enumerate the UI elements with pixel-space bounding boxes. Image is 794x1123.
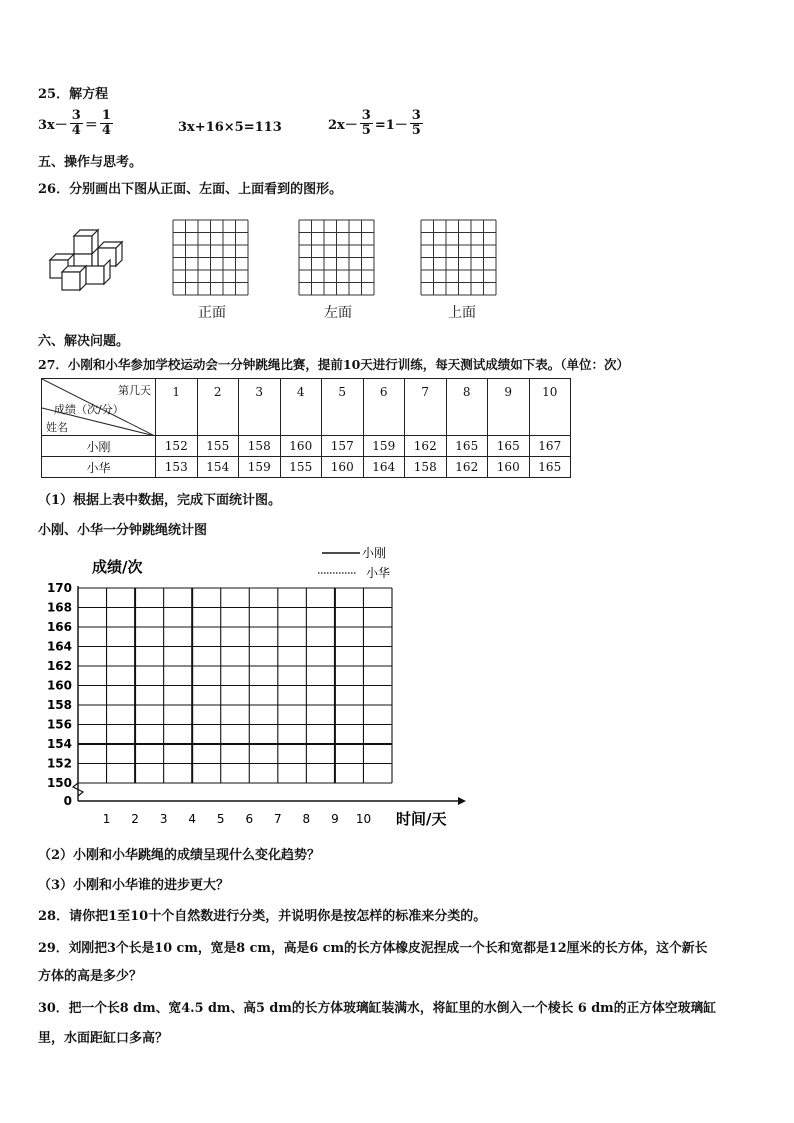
q27-sub3: （3）小刚和小华谁的进步更大？: [38, 878, 230, 893]
section-6-heading: 六、解决问题。: [38, 334, 130, 349]
row-name: 小刚: [42, 436, 156, 457]
training-record-table: [41, 378, 571, 478]
day-header: 9: [488, 379, 530, 436]
y-tick-label: 156: [46, 717, 72, 732]
line-chart[interactable]: [30, 544, 470, 834]
section-5-heading: 五、操作与思考。: [38, 155, 143, 170]
equation-3: 2x－ $\frac{3}{5}$ =1－ $\frac{3}{5}$: [328, 108, 421, 138]
q29-line1: 29．刘刚把3个长是10 cm，宽是8 cm，高是6 cm的长方体橡皮泥捏成一个长和宽都是12厘米的长方体，这个新长: [38, 941, 708, 956]
day-header: 10: [529, 379, 571, 436]
day-header: 3: [239, 379, 281, 436]
q29-line2: 方体的高是多少？: [38, 969, 143, 984]
x-tick-label: 1: [102, 812, 111, 826]
day-header: 1: [156, 379, 198, 436]
y-tick-label: 158: [46, 698, 72, 712]
y-tick-label: 160: [46, 678, 72, 693]
legend-label-xiaohua: 小华: [366, 566, 391, 580]
y-tick-label: 170: [46, 581, 72, 595]
x-tick-label: 8: [302, 812, 311, 826]
q27-title: 27．小刚和小华参加学校运动会一分钟跳绳比赛，提前10天进行训练，每天测试成绩如下表。（单位：次）: [38, 357, 630, 372]
eq1-fraction-b: $\frac{1}{4}$: [101, 108, 111, 138]
day-header: 6: [363, 379, 405, 436]
day-header: 2: [197, 379, 239, 436]
row-name: 小华: [42, 457, 156, 478]
y-tick-label: 152: [46, 756, 72, 771]
chart-x-label: 时间/天: [396, 810, 447, 828]
legend-label-xiaogang: 小刚: [362, 546, 387, 560]
x-tick-label: 7: [273, 812, 282, 826]
eq3-fraction-a: $\frac{3}{5}$: [361, 108, 371, 138]
left-view-grid[interactable]: [298, 219, 376, 301]
cube-stack-figure: [44, 228, 124, 294]
table-corner-header: 第几天 成绩（次/分） 姓名: [42, 379, 156, 436]
x-tick-label: 3: [159, 812, 168, 826]
y-tick-label: 168: [46, 600, 72, 615]
equation-1: 3x－ $\frac{3}{4}$ ＝ $\frac{1}{4}$: [38, 108, 111, 138]
day-header: 5: [322, 379, 364, 436]
eq3-fraction-b: $\frac{3}{5}$: [411, 108, 421, 138]
chart-title: 小刚、小华一分钟跳绳统计图: [38, 523, 208, 538]
table-row: 小华 153 154 159 155 160 164 158 162 160 165: [42, 457, 571, 478]
day-header: 8: [446, 379, 488, 436]
x-tick-label: 6: [245, 812, 254, 826]
q25-title: 25．解方程: [38, 87, 109, 102]
q26-title: 26．分别画出下图从正面、左面、上面看到的图形。: [38, 182, 343, 197]
left-view-label: 左面: [324, 305, 352, 321]
day-header: 4: [280, 379, 322, 436]
y-tick-label: 154: [46, 737, 72, 751]
y-tick-label: 164: [46, 639, 72, 654]
eq1-fraction-a: $\frac{3}{4}$: [71, 108, 81, 138]
y-tick-label: 166: [46, 620, 72, 634]
front-view-label: 正面: [198, 305, 226, 321]
chart-y-label: 成绩/次: [92, 558, 143, 576]
q30-line2: 里，水面距缸口多高？: [38, 1031, 169, 1046]
equation-2: 3x+16×5=113: [178, 120, 282, 135]
x-tick-label: 4: [188, 812, 197, 826]
x-tick-label: 10: [355, 812, 372, 826]
q30-line1: 30．把一个长8 dm、宽4.5 dm、高5 dm的长方体玻璃缸装满水，将缸里的水倒入一个棱长 6 dm的正方体空玻璃缸: [38, 1001, 717, 1016]
y-tick-label: 150: [46, 776, 72, 790]
q28-text: 28．请你把1至10十个自然数进行分类，并说明你是按怎样的标准来分类的。: [38, 909, 487, 924]
eq1-lead: 3x－: [38, 118, 68, 133]
x-tick-label: 9: [331, 812, 339, 826]
x-tick-label: 2: [131, 812, 139, 826]
top-view-grid[interactable]: [420, 219, 498, 301]
front-view-grid[interactable]: [172, 219, 250, 301]
q27-sub1: （1）根据上表中数据，完成下面统计图。: [38, 493, 282, 508]
x-tick-label: 5: [216, 812, 225, 826]
top-view-label: 上面: [448, 305, 476, 321]
q27-sub2: （2）小刚和小华跳绳的成绩呈现什么变化趋势？: [38, 848, 321, 863]
table-row: 小刚 152 155 158 160 157 159 162 165 165 167: [42, 436, 571, 457]
y-tick-label: 162: [46, 659, 72, 673]
day-header: 7: [405, 379, 447, 436]
y-tick-label: 0: [63, 794, 72, 808]
